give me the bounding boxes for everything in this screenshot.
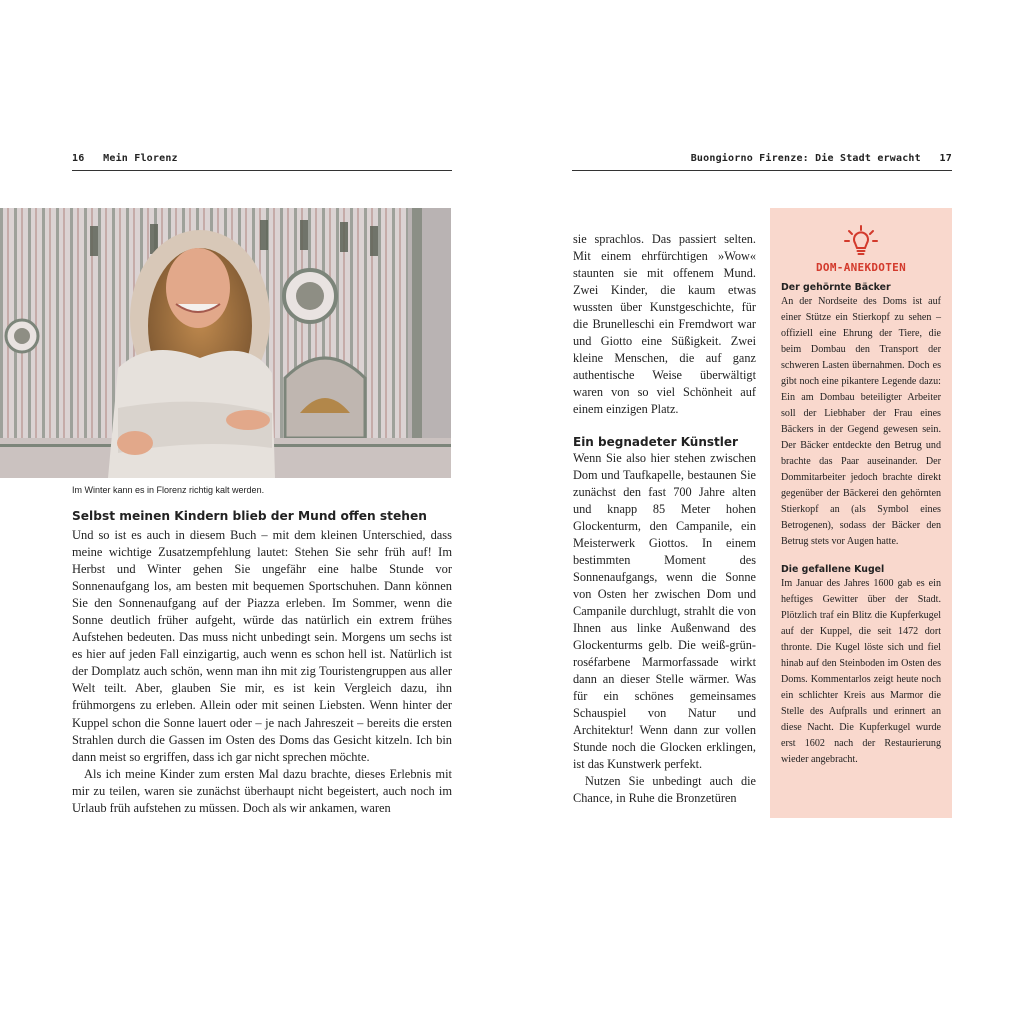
right-page-number: 17 (939, 153, 952, 164)
right-header-title: Buongiorno Firenze: Die Stadt erwacht (690, 153, 921, 164)
left-running-header (72, 153, 452, 164)
left-header-rule (72, 170, 452, 171)
left-page-number: 16 (72, 153, 85, 164)
left-paragraph-2: Als ich meine Kinder zum ersten Mal dazu brachte, dieses Erlebnis mit mir zu teilen, waren sie zunächst überhaupt nicht begeistert, auch noch im Urlaub früh aufstehen zu müssen. Doch als wir ankamen, waren (72, 766, 452, 815)
photo-caption: Im Winter kann es in Florenz richtig kalt werden. (72, 485, 265, 495)
middle-paragraph-3: Nutzen Sie unbedingt auch die Chance, in Ruhe die Bronzetüren (573, 774, 756, 806)
anecdotes-sidebar-box (770, 208, 952, 818)
left-header-title: Mein Florenz (103, 153, 178, 164)
left-paragraph-1: Und so ist es auch in diesem Buch – mit dem kleinen Unterschied, dass meine wichtige Zusatzempfehlung lautet: Stehen Sie sehr früh auf! Im Herbst und Winter gehen Sie ungefähr eine halbe Stunde vor Sonnenaufgang los, am besten mit bequemen Sportschuhen. Dann können Sie den Sonnenaufgang auf der Piazza erleben. Im Sommer, wenn die Sonne deutlich früher aufgeht, würde das natürlich ein extrem frühes Aufstehen bedeuten. Das muss nicht unbedingt sein. Morgens um sechs ist es hier auf jeden Fall einzigartig, auch wenn es schon hell ist. Natürlich ist der Domplatz auch schön, wenn man ihn mit zig Touristengruppen aus aller Welt teilt. Aber, glauben Sie mir, es ist kein Vergleich dazu, ihn frühmorgens zu erleben. Allein oder mit seinen Liebsten. Wenn hinter der Kuppel schon die Sonne lauert oder – je nach Jahreszeit – bereits die ersten Strahlen durch die Gassen im Osten des Doms das Gesicht kitzeln. Ich bin dann meist so ergriffen, dass ich gar nicht sprechen möchte. (72, 528, 452, 764)
sidebar-section-2-heading: Die gefallene Kugel (781, 564, 885, 575)
left-body-text (72, 527, 452, 817)
woman-in-front-of-cathedral-image (0, 208, 451, 478)
right-header-rule (572, 170, 952, 171)
middle-column (573, 231, 756, 808)
cathedral-photo (0, 208, 451, 478)
left-section-heading: Selbst meinen Kindern blieb der Mund offen stehen (72, 509, 427, 523)
middle-section-heading: Ein begnadeter Künstler (573, 434, 738, 449)
right-running-header (572, 153, 952, 164)
sidebar-section-2-text: Im Januar des Jahres 1600 gab es ein heftiges Gewitter über der Stadt. Plötzlich traf ein Blitz die Kupferkugel auf der Kuppel, die seit 1472 dort thronte. Die Kugel löste sich und fiel hinab auf den Steinboden im Osten des Doms. Kommentarlos zeigt heute noch ein schlichter Kreis aus Marmor die Stelle des Aufpralls und erinnert an diese Nacht. Die Kupferkugel wurde erst 1602 nach der Restaurierung wieder angebracht. (781, 578, 941, 765)
sidebar-box-title: DOM-ANEKDOTEN (816, 261, 906, 274)
lightbulb-icon (843, 224, 879, 260)
sidebar-section-1-text: An der Nordseite des Doms ist auf einer Stütze ein Stierkopf zu sehen – offiziell eine Ehrung der Tiere, die beim Dombau den Transport der schweren Lasten übernahmen. Doch es gibt noch eine pikantere Legende dazu: Ein am Dombau beteiligter Arbeiter soll der Liebhaber der Frau eines Bäckers in der Gegend gewesen sein. Der Bäcker entdeckte den Betrug und brachte das Paar auseinander. Der Dommitarbeiter jedoch brachte direkt gegenüber der Bäckerei den gehörnten Stierkopf an (als Symbol eines Betrogenen), sodass der Bäcker den Betrug stets vor Augen hatte. (781, 296, 941, 547)
middle-paragraph-1: sie sprachlos. Das passiert selten. Mit einem ehrfürchtigen »Wow« staunten sie mit offenem Mund. Zwei Kinder, die kaum etwas wussten über Kunstgeschichte, für die Brunelleschi ein Fremdwort war und Giotto eine Süßigkeit. Zwei kleine Menschen, die auf ganz authentische Weise überwältigt waren von so viel Schönheit auf einem einzigen Platz. (573, 232, 756, 417)
middle-paragraph-2: Wenn Sie also hier stehen zwischen Dom und Taufkapelle, bestaunen Sie zunächst den fast 700 Jahre alten und knapp 85 Meter hohen Glockenturm, den Campanile, ein Meisterwerk Giottos. In einem bestimmten Moment des Sonnenaufgangs, wenn die Sonne von Osten her zwischen Dom und Campanile durchlugt, strahlt die von Ihnen aus linke Außenwand des Glockenturms gelb. Die weiß-grün-roséfarbene Marmorfassade wirkt dann an dieser Stelle wärmer. Was für ein schönes gemeinsames Schauspiel von Natur und Architektur! Wenn dann zur vollen Stunde noch die Glocken erklingen, ist das Kunstwerk perfekt. (573, 450, 756, 772)
sidebar-section-1-heading: Der gehörnte Bäcker (781, 282, 891, 293)
